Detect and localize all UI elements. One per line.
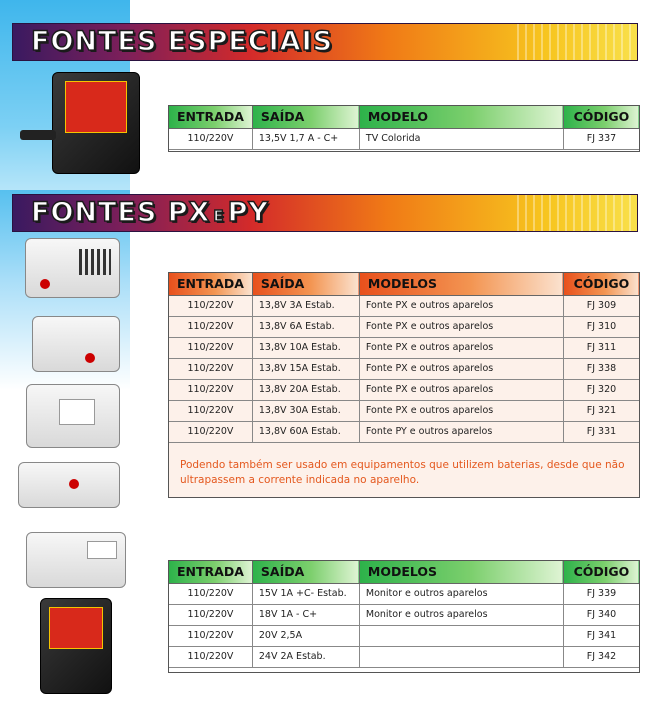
power-adapter-image	[52, 72, 140, 174]
cell-entrada: 110/220V	[169, 295, 252, 316]
table-row	[169, 128, 639, 149]
power-adapter-image	[40, 598, 112, 694]
cell-saida: 13,5V 1,7 A - C+	[252, 128, 359, 149]
cell-codigo: FJ 342	[563, 646, 639, 667]
power-supply-image	[26, 532, 126, 588]
cell-saida: 13,8V 60A Estab.	[252, 421, 359, 442]
cell-modelos: Monitor e outros aparelos	[359, 604, 563, 625]
adapter-plug-image	[20, 130, 56, 140]
cell-modelos: Fonte PX e outros aparelos	[359, 316, 563, 337]
banner-stripes	[511, 195, 631, 231]
header-modelo: MODELO	[359, 106, 563, 128]
table-monitor	[169, 561, 639, 668]
cell-entrada: 110/220V	[169, 625, 252, 646]
cell-codigo: FJ 331	[563, 421, 639, 442]
meter-panel	[59, 399, 95, 425]
section-title-end: PY	[227, 197, 269, 228]
power-supply-image	[26, 384, 120, 448]
table-row	[169, 583, 639, 604]
header-saida: SAÍDA	[252, 273, 359, 295]
cell-modelos: Fonte PX e outros aparelos	[359, 379, 563, 400]
table-header-row	[169, 273, 639, 295]
cell-saida: 13,8V 3A Estab.	[252, 295, 359, 316]
cell-saida: 18V 1A - C+	[252, 604, 359, 625]
cell-entrada: 110/220V	[169, 379, 252, 400]
table-especiais	[169, 106, 639, 150]
table-row	[169, 358, 639, 379]
cell-codigo: FJ 311	[563, 337, 639, 358]
cell-codigo: FJ 310	[563, 316, 639, 337]
cell-saida: 13,8V 10A Estab.	[252, 337, 359, 358]
red-terminal	[69, 479, 79, 489]
device-label	[65, 81, 127, 133]
header-codigo: CÓDIGO	[563, 273, 639, 295]
table-header-row	[169, 561, 639, 583]
header-entrada: ENTRADA	[169, 273, 252, 295]
table-panel-especiais	[168, 105, 640, 152]
cell-codigo: FJ 338	[563, 358, 639, 379]
table-row	[169, 625, 639, 646]
cell-codigo: FJ 337	[563, 128, 639, 149]
cell-entrada: 110/220V	[169, 604, 252, 625]
cell-modelos	[359, 646, 563, 667]
section-title-small: E	[213, 207, 225, 225]
cell-saida: 15V 1A +C- Estab.	[252, 583, 359, 604]
table-row	[169, 379, 639, 400]
cell-modelos	[359, 625, 563, 646]
table-row	[169, 421, 639, 442]
cell-codigo: FJ 339	[563, 583, 639, 604]
note-text: Podendo também ser usado em equipamentos que utilizem baterias, desde que não ultrapassem a corrente indicada no aparelho.	[180, 459, 625, 486]
header-codigo: CÓDIGO	[563, 561, 639, 583]
cell-saida: 24V 2A Estab.	[252, 646, 359, 667]
cell-entrada: 110/220V	[169, 128, 252, 149]
power-supply-image	[32, 316, 120, 372]
cell-saida: 13,8V 20A Estab.	[252, 379, 359, 400]
header-saida: SAÍDA	[252, 106, 359, 128]
cell-saida: 13,8V 6A Estab.	[252, 316, 359, 337]
header-saida: SAÍDA	[252, 561, 359, 583]
table-row	[169, 316, 639, 337]
power-supply-image	[25, 238, 120, 298]
device-label	[49, 607, 103, 649]
cell-saida: 13,8V 15A Estab.	[252, 358, 359, 379]
header-entrada: ENTRADA	[169, 561, 252, 583]
cell-saida: 13,8V 30A Estab.	[252, 400, 359, 421]
banner-fontes-especiais	[12, 23, 638, 61]
header-codigo: CÓDIGO	[563, 106, 639, 128]
banner-fontes-px-py	[12, 194, 638, 232]
red-terminal	[40, 279, 50, 289]
cell-entrada: 110/220V	[169, 646, 252, 667]
table-row	[169, 337, 639, 358]
cell-entrada: 110/220V	[169, 400, 252, 421]
cell-entrada: 110/220V	[169, 316, 252, 337]
cell-codigo: FJ 321	[563, 400, 639, 421]
table-row	[169, 295, 639, 316]
table-px-py	[169, 273, 639, 443]
cell-entrada: 110/220V	[169, 583, 252, 604]
section-title-main: FONTES PX	[31, 197, 211, 228]
table-panel-monitor	[168, 560, 640, 673]
cell-modelos: Monitor e outros aparelos	[359, 583, 563, 604]
power-supply-image	[18, 462, 120, 508]
table-row	[169, 604, 639, 625]
cell-entrada: 110/220V	[169, 421, 252, 442]
meter-panel	[87, 541, 117, 559]
header-entrada: ENTRADA	[169, 106, 252, 128]
cell-codigo: FJ 341	[563, 625, 639, 646]
cell-modelos: Fonte PX e outros aparelos	[359, 337, 563, 358]
table-row	[169, 646, 639, 667]
red-terminal	[85, 353, 95, 363]
cell-modelos: Fonte PX e outros aparelos	[359, 358, 563, 379]
section-title	[31, 197, 269, 228]
table-header-row	[169, 106, 639, 128]
cell-codigo: FJ 309	[563, 295, 639, 316]
header-modelos: MODELOS	[359, 561, 563, 583]
cell-entrada: 110/220V	[169, 337, 252, 358]
cell-modelos: Fonte PX e outros aparelos	[359, 295, 563, 316]
header-modelos: MODELOS	[359, 273, 563, 295]
cell-modelo: TV Colorida	[359, 128, 563, 149]
cell-codigo: FJ 340	[563, 604, 639, 625]
section-title: FONTES ESPECIAIS	[31, 26, 334, 57]
vent-grille	[79, 249, 111, 275]
cell-modelos: Fonte PY e outros aparelos	[359, 421, 563, 442]
banner-stripes	[511, 24, 631, 60]
cell-modelos: Fonte PX e outros aparelos	[359, 400, 563, 421]
cell-codigo: FJ 320	[563, 379, 639, 400]
table-row	[169, 400, 639, 421]
cell-entrada: 110/220V	[169, 358, 252, 379]
cell-saida: 20V 2,5A	[252, 625, 359, 646]
